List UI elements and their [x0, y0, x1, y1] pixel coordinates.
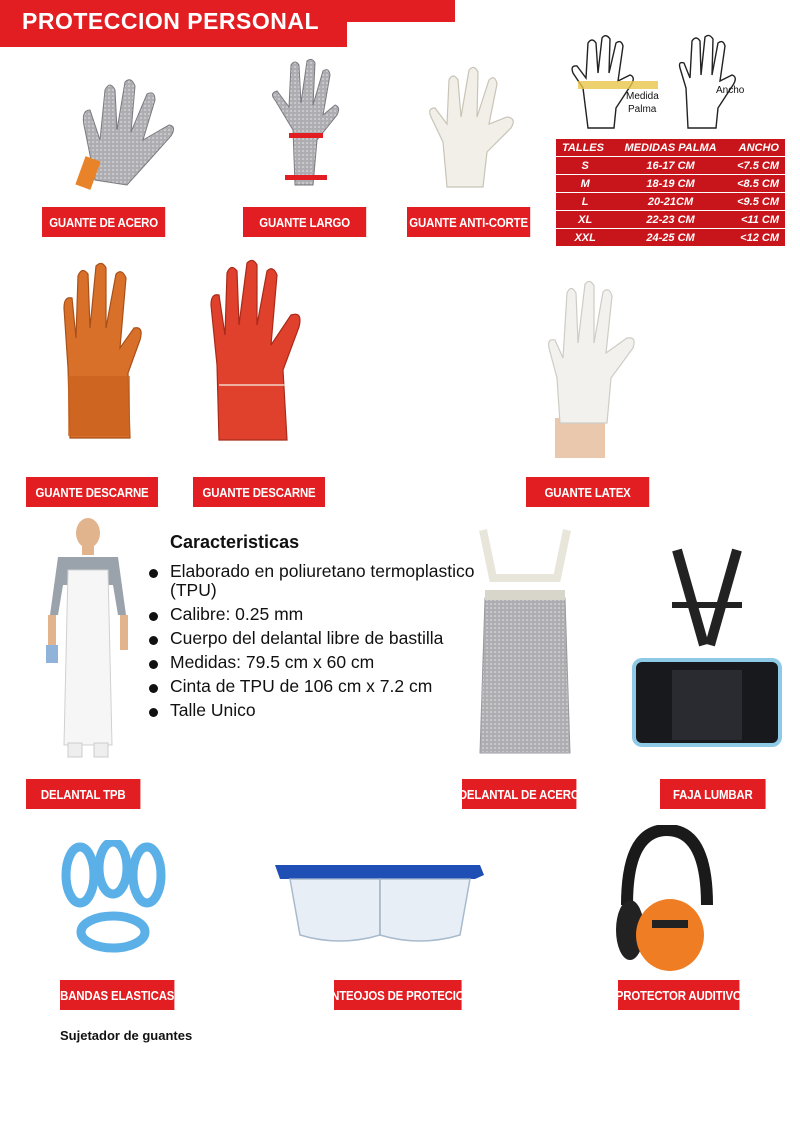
label-guante-largo: GUANTE LARGO	[243, 207, 366, 237]
latex-glove-image	[545, 278, 650, 458]
palm-label-2: Palma	[628, 104, 657, 115]
table-header-row	[556, 139, 785, 157]
table-cell: XL	[556, 211, 614, 229]
anticut-glove-image	[425, 62, 525, 192]
table-row	[556, 211, 785, 229]
label-bandas-elasticas: BANDAS ELASTICAS	[60, 980, 174, 1010]
table-cell: 22-23 CM	[614, 211, 726, 229]
elastic-bands-image	[55, 840, 175, 955]
table-cell: XXL	[556, 229, 614, 247]
table-row	[556, 175, 785, 193]
table-cell: 18-19 CM	[614, 175, 726, 193]
width-label: Ancho	[716, 85, 745, 96]
table-header: TALLES	[562, 141, 604, 154]
label-anteojos: ANTEOJOS DE PROTECION	[334, 980, 462, 1010]
table-cell: L	[556, 193, 614, 211]
table-row	[556, 193, 785, 211]
steel-glove-image	[65, 70, 185, 195]
label-guante-acero: GUANTE DE ACERO	[42, 207, 165, 237]
list-item: Medidas: 79.5 cm x 60 cm	[148, 653, 478, 672]
table-cell: M	[556, 175, 614, 193]
features-title: Caracteristicas	[170, 532, 300, 552]
table-cell: 16-17 CM	[614, 157, 726, 175]
label-guante-descarne-1: GUANTE DESCARNE	[26, 477, 158, 507]
features-list	[148, 562, 478, 725]
label-delantal-acero: DELANTAL DE ACERO	[462, 779, 576, 809]
list-item: Cinta de TPU de 106 cm x 7.2 cm	[148, 677, 478, 696]
long-glove-image	[255, 55, 345, 195]
list-item: Talle Unico	[148, 701, 478, 720]
lumbar-belt-image	[632, 545, 782, 750]
page-title: PROTECCION PERSONAL	[22, 8, 320, 34]
table-header: ANCHO	[738, 141, 779, 154]
label-delantal-tpb: DELANTAL TPB	[26, 779, 140, 809]
leather-glove-red-image	[205, 255, 315, 445]
table-header: MEDIDAS PALMA	[624, 141, 717, 154]
table-cell: <11 CM	[727, 211, 785, 229]
table-cell: S	[556, 157, 614, 175]
table-cell: <7.5 CM	[727, 157, 785, 175]
label-guante-anticorte: GUANTE ANTI-CORTE	[407, 207, 530, 237]
leather-glove-orange-image	[60, 258, 150, 443]
safety-glasses-image	[270, 855, 490, 950]
glove-holder-caption: Sujetador de guantes	[60, 1028, 193, 1043]
steel-apron-image	[475, 528, 575, 758]
list-item: Cuerpo del delantal libre de bastilla	[148, 629, 478, 648]
table-cell: <12 CM	[727, 229, 785, 247]
label-guante-descarne-2: GUANTE DESCARNE	[193, 477, 325, 507]
table-cell: <9.5 CM	[727, 193, 785, 211]
size-table	[556, 139, 785, 246]
list-item: Elaborado en poliuretano termoplastico (TPU)	[148, 562, 478, 600]
palm-label-1: Medida	[626, 91, 659, 102]
hand-size-diagram	[568, 33, 768, 133]
table-cell: <8.5 CM	[727, 175, 785, 193]
label-protector-auditivo: PROTECTOR AUDITIVO	[618, 980, 739, 1010]
table-cell: 20-21CM	[614, 193, 726, 211]
label-faja-lumbar: FAJA LUMBAR	[660, 779, 766, 809]
list-item: Calibre: 0.25 mm	[148, 605, 478, 624]
ear-protector-image	[612, 825, 722, 975]
table-row	[556, 229, 785, 247]
table-cell: 24-25 CM	[614, 229, 726, 247]
apron-mannequin-image	[38, 515, 138, 760]
label-guante-latex: GUANTE LATEX	[526, 477, 649, 507]
table-row	[556, 157, 785, 175]
